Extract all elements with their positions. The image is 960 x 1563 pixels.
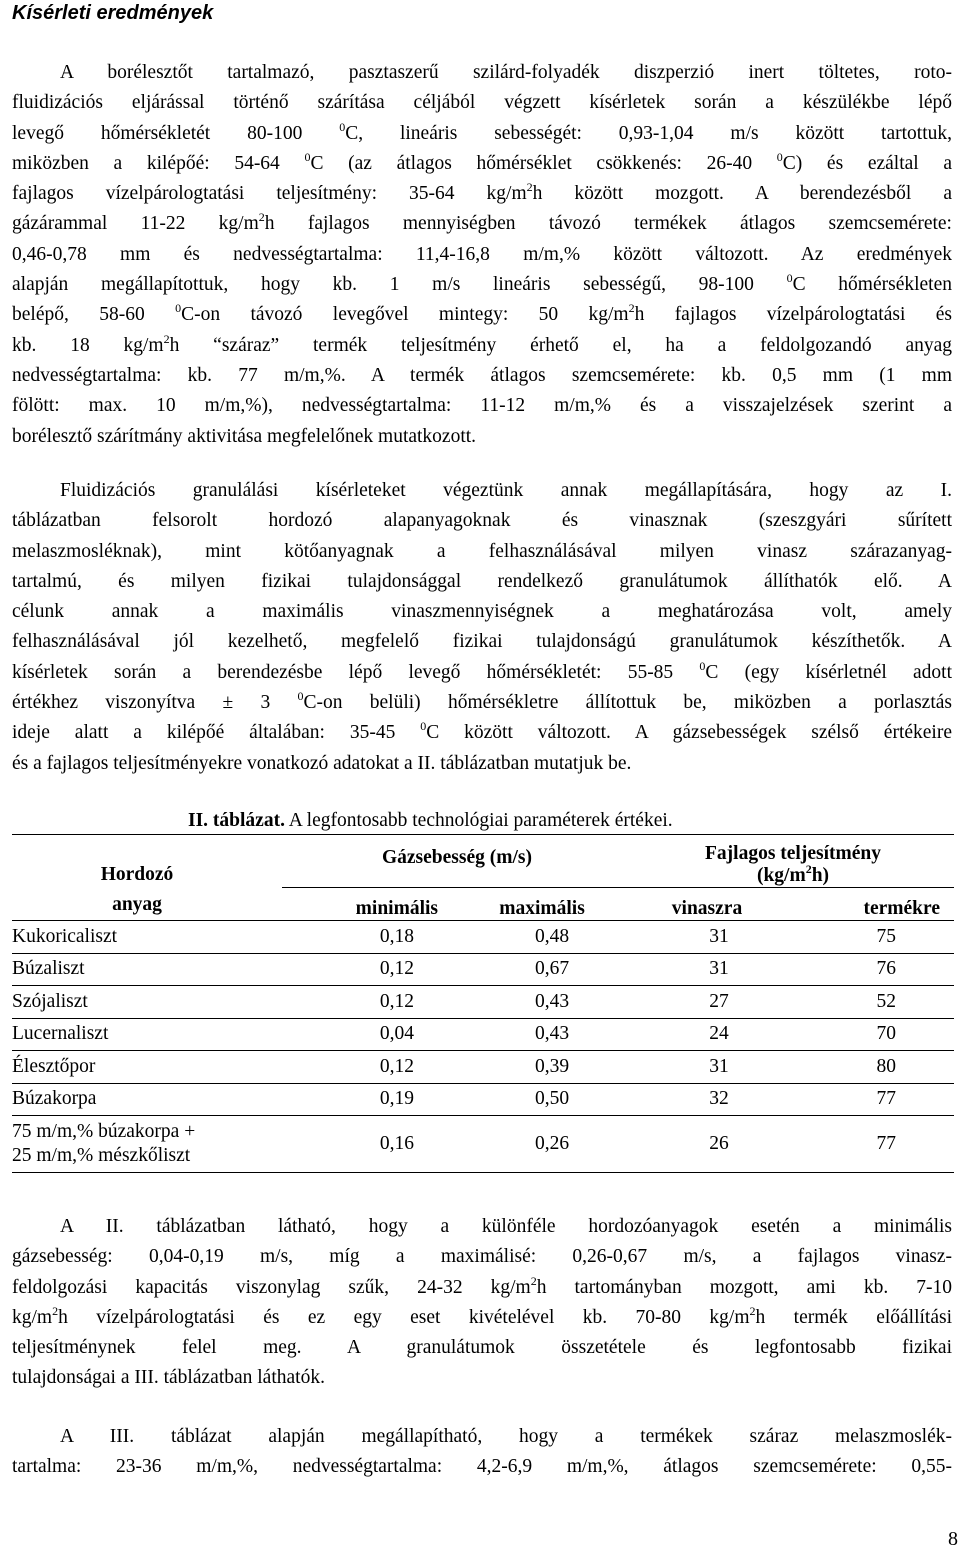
paragraph-line: tulajdonságai a III. táblázatban láthatók. [12,1367,325,1389]
paragraph-line: fluidizációs eljárással történő szárítása céljából végzett kísérletek során a készülékbe lépő [12,92,952,114]
paragraph-line: miközben a kilépőé: 54-64 $^0$C (az átlagos hőmérséklet csökkenés: 26-40 $^0$C) és ezáltal a [12,149,953,174]
cell-min-speed: 0,04 [282,1018,452,1051]
header-fajlagos: Fajlagos teljesítmény $(kg/m^2h)$ [705,843,881,886]
paragraph-line: és a fajlagos teljesítményekre vonatkozó adatokat a II. táblázatban mutatjuk be. [12,752,632,774]
paragraph-results [12,1212,952,1394]
paragraph-granulation [12,476,952,779]
paragraph-line: levegő hőmérsékletét 80-100 $^0$C, lineáris sebességét: 0,93-1,04 m/s között tartottuk, [12,119,952,144]
cell-vinasz: 24 [632,1018,782,1051]
cell-material: Élesztőpor [12,1051,282,1084]
header-termekre: termékre [782,888,954,921]
cell-min-speed: 0,12 [282,986,452,1019]
cell-material: Lucernaliszt [12,1018,282,1051]
paragraph-line: fajlagos vízelpárologtatási teljesítmény: 35-64 $kg/m^2h$ között mozgott. A berendezésből a [12,180,952,205]
paragraph-line: tartalma: 23-36 m/m,%, nedvességtartalma: 4,2-6,9 m/m,%, átlagos szemcsemérete: 0,55- [12,1456,952,1478]
cell-termek: 70 [782,1018,954,1051]
cell-min-speed: 0,18 [282,921,452,954]
paragraph-line: kb. 18 $kg/m^2h$ “száraz” termék teljesítmény érhető el, ha a feldolgozandó anyag [12,331,953,356]
cell-max-speed: 0,67 [452,953,632,986]
header-vinaszra: vinaszra [632,888,782,921]
cell-termek: 77 [782,1083,954,1116]
paragraph-line: belépő, 58-60 $^0$C-on távozó levegővel mintegy: 50 $kg/m^2h$ fajlagos vízelpárologtatási és [12,301,952,326]
paragraph-line: 0,46-0,78 mm és nedvességtartalma: 11,4-16,8 m/m,% között változott. Az eredmények [12,243,952,265]
header-minimalis: minimális [282,888,452,921]
cell-vinasz: 31 [632,953,782,986]
paragraph-line: A borélesztőt tartalmazó, pasztaszerű szilárd-folyadék diszperzió inert töltetes, roto- [60,62,952,83]
cell-termek: 75 [782,921,954,954]
cell-min-speed: 0,16 [282,1116,452,1173]
paragraph-line: Fluidizációs granulálási kísérleteket végeztünk annak megállapítására, hogy az I. [60,480,952,501]
cell-vinasz: 31 [632,1051,782,1084]
paragraph-line: feldolgozási kapacitás viszonylag szűk, 24-32 $kg/m^2h$ tartományban mozgott, ami kb. 7-10 [12,1273,953,1298]
cell-material: Szójaliszt [12,986,282,1019]
cell-min-speed: 0,12 [282,1051,452,1084]
paragraph-line: A II. táblázatban látható, hogy a különféle hordozóanyagok esetén a minimális [60,1216,952,1237]
table-row [12,1083,954,1116]
cell-max-speed: 0,48 [452,921,632,954]
paragraph-line: fölött: max. 10 m/m,%), nedvességtartalma: 11-12 m/m,% és a visszajelzések szerint a [12,395,952,417]
cell-vinasz: 26 [632,1116,782,1173]
paragraph-line: táblázatban felsorolt hordozó alapanyagoknak és vinasznak (szeszgyári sűrített [12,510,952,532]
paragraph-line: tartalmú, és milyen fizikai tulajdonsággal rendelkező granulátumok állíthatók elő. A [12,570,952,592]
paragraph-line: teljesítménynek felel meg. A granulátumok összetétele és legfontosabb fizikai [12,1337,952,1359]
table-row [12,921,954,954]
cell-material: 75 m/m,% búzakorpa + 25 m/m,% mészkőliszt [12,1116,282,1173]
table-caption-label: II. táblázat. [188,810,285,831]
page-number: 8 [948,1528,958,1550]
parameters-table [12,834,954,1173]
section-heading: Kísérleti eredmények [12,2,214,24]
table-row [12,1018,954,1051]
paragraph-line: nedvességtartalma: kb. 77 m/m,%. A termék átlagos szemcsemérete: kb. 0,5 mm (1 mm [12,364,952,386]
paragraph-line: gázárammal 11-22 $kg/m^2h$ fajlagos mennyiségben távozó termékek átlagos szemcsemérete: [12,210,952,235]
cell-max-speed: 0,39 [452,1051,632,1084]
cell-material: Búzaliszt [12,953,282,986]
paragraph-line: A III. táblázat alapján megállapítható, hogy a termékek száraz melaszmoslék- [60,1426,952,1447]
table-row [12,1051,954,1084]
paragraph-line: célunk annak a maximális vinaszmennyiségnek a meghatározása volt, amely [12,601,952,623]
paragraph-line: $kg/m^2h$ vízelpárologtatási és ez egy eset kivételével kb. 70-80 $kg/m^2h$ termék előállítási [12,1303,952,1328]
cell-max-speed: 0,26 [452,1116,632,1173]
table-row [12,986,954,1019]
cell-max-speed: 0,50 [452,1083,632,1116]
cell-vinasz: 27 [632,986,782,1019]
table-row [12,953,954,986]
cell-vinasz: 32 [632,1083,782,1116]
table-caption-text: A legfontosabb technológiai paraméterek értékei. [284,810,673,831]
header-gazsebesseg: Gázsebesség (m/s) [381,847,532,868]
paragraph-line: borélesztő szárítmány aktivitása megfelelőnek mutatkozott. [12,425,477,447]
paragraph-table3 [12,1422,952,1483]
cell-termek: 80 [782,1051,954,1084]
paragraph-line: ideje alatt a kilépőé általában: 35-45 $^0$C között változott. A gázsebességek szélső értékeire [12,719,952,744]
cell-vinasz: 31 [632,921,782,954]
paragraph-drying [12,58,952,452]
cell-max-speed: 0,43 [452,1018,632,1051]
paragraph-line: alapján megállapítottuk, hogy kb. 1 m/s lineáris sebességű, 98-100 $^0$C hőmérsékleten [12,271,952,296]
cell-max-speed: 0,43 [452,986,632,1019]
table-caption [188,808,673,834]
table-row [12,1116,954,1173]
paragraph-line: gázsebesség: 0,04-0,19 m/s, míg a maximálisé: 0,26-0,67 m/s, a fajlagos vinasz- [12,1246,952,1268]
paragraph-line: felhasználásával jól kezelhető, megfelelő fizikai tulajdonságú granulátumok készíthetők. A [12,631,952,653]
cell-termek: 77 [782,1116,954,1173]
cell-material: Kukoricaliszt [12,921,282,954]
cell-termek: 52 [782,986,954,1019]
cell-min-speed: 0,12 [282,953,452,986]
paragraph-line: melaszmosléknak), mint kötőanyagnak a felhasználásával milyen vinasz szárazanyag- [12,540,952,562]
cell-termek: 76 [782,953,954,986]
paragraph-line: kísérletek során a berendezésbe lépő levegő hőmérsékletét: 55-85 $^0$C (egy kísérletnél adott [12,658,952,683]
cell-material: Búzakorpa [12,1083,282,1116]
paragraph-line: értékhez viszonyítva ± 3 $^0$C-on belüli) hőmérsékletre állítottuk be, miközben a porlasztás [12,689,952,714]
header-maximalis: maximális [452,888,632,921]
cell-min-speed: 0,19 [282,1083,452,1116]
header-hordozo: Hordozó anyag [12,835,282,921]
